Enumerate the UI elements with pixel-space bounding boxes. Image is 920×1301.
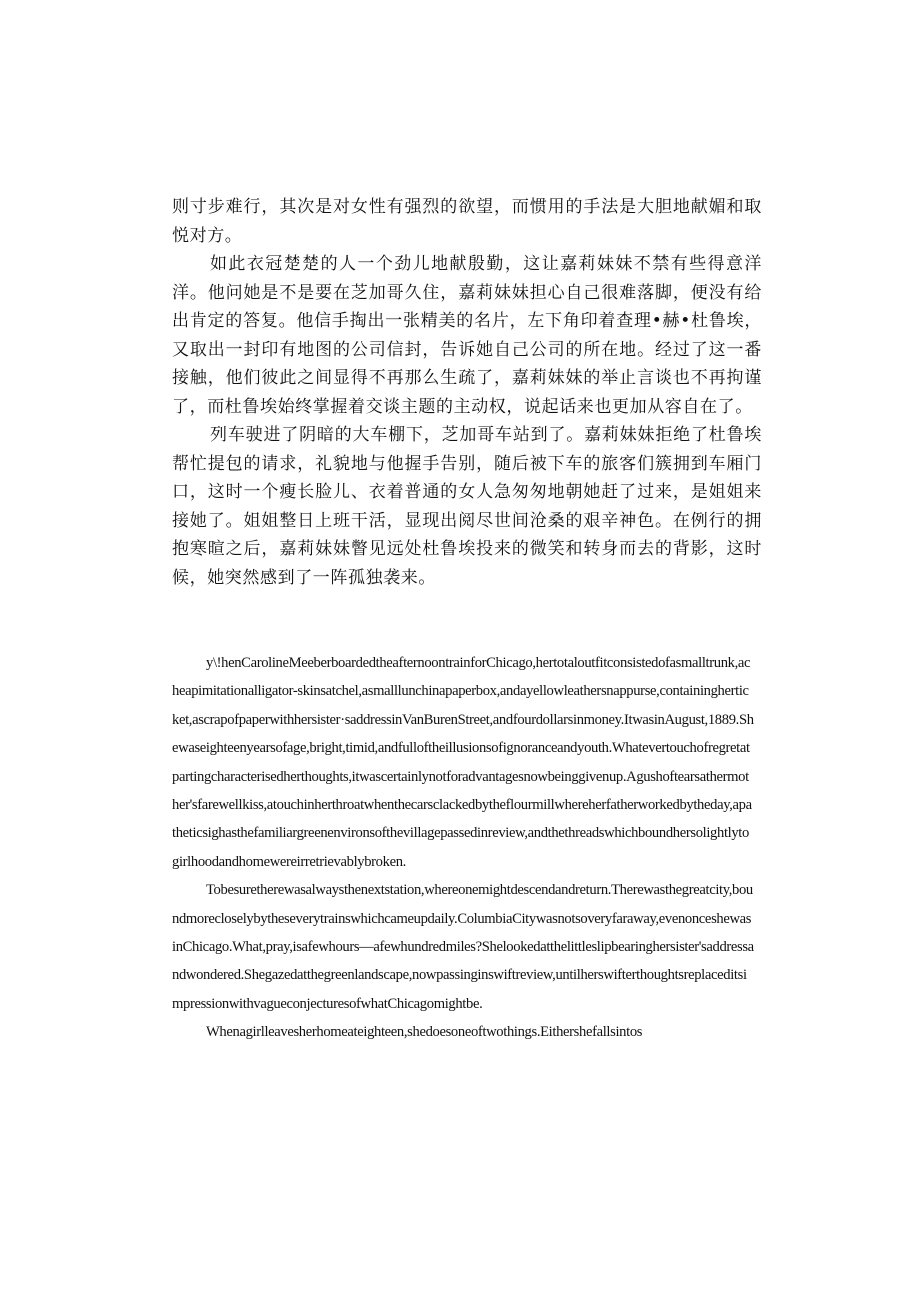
english-text-block — [172, 649, 754, 1047]
chinese-paragraph-1: 则寸步难行，其次是对女性有强烈的欲望，而惯用的手法是大胆地献媚和取悦对方。 — [172, 197, 762, 246]
english-paragraph-3: Whenagirlleavesherhomeateighteen,shedoesoneoftwothings.Eithershefallsintos — [206, 1024, 643, 1041]
english-paragraph-1: y\!henCarolineMeeberboardedtheafternoontrainforChicago,hertotaloutfitconsistedofasmalltrunk,acheapimitationalligator-skinsatchel,asmalllunchinapaperbox,andayellowleathersnappurse,containingherticket,ascrapofpaperwithhersister·saddressinVanBurenStreet,andfourdollarsinmoney.ItwasinAugust,1889.Shewaseighteenyearsofage,bright,timid,andfulloftheillusionsofignoranceandyouth.Whatevertouchofregretatpartingcharacterisedherthoughts,itwascertainlynotforadvantagesnowbeinggivenup.Agushoftearsathermother'sfarewellkiss,atouchinherthroatwhenthecarsclackedbytheflourmillwhereherfatherworkedbytheday,apatheticsighasthefamiliargreenenvironsofthevillagepassedinreview,andthethreadswhichboundhersolightlytogirlhoodandhomewereirretrievablybroken. — [172, 655, 754, 870]
english-paragraph-2: Tobesuretherewasalwaysthenextstation,whereonemightdescendandreturn.Therewasthegreatcity,boundmorecloselybytheseverytrainswhichcameupdaily.ColumbiaCitywasnotsoveryfaraway,evenonceshewasinChicago.What,pray,isafewhours—afewhundredmiles?Shelookedatthelittleslipbearinghersister'saddressandwondered.Shegazedatthegreenlandscape,nowpassinginswiftreview,untilherswifterthoughtsreplaceditsimpressionwithvagueconjecturesofwhatChicagomightbe. — [172, 882, 754, 1012]
chinese-paragraph-3: 列车驶进了阴暗的大车棚下，芝加哥车站到了。嘉莉妹妹拒绝了杜鲁埃帮忙提包的请求，礼貌地与他握手告别，随后被下车的旅客们簇拥到车厢门口，这时一个瘦长脸儿、衣着普通的女人急匆匆地朝她赶了过来，是姐姐来接她了。姐姐整日上班干活，显现出阅尽世间沧桑的艰辛神色。在例行的拥抱寒暄之后，嘉莉妹妹瞥见远处杜鲁埃投来的微笑和转身而去的背影，这时候，她突然感到了一阵孤独袭来。 — [172, 425, 762, 588]
chinese-paragraph-2: 如此衣冠楚楚的人一个劲儿地献殷勤，这让嘉莉妹妹不禁有些得意洋洋。他问她是不是要在芝加哥久住，嘉莉妹妹担心自己很难落脚，便没有给出肯定的答复。他信手掏出一张精美的名片，左下角印着查理•赫•杜鲁埃，又取出一封印有地图的公司信封，告诉她自己公司的所在地。经过了这一番接触，他们彼此之间显得不再那么生疏了，嘉莉妹妹的举止言谈也不再拘谨了，而杜鲁埃始终掌握着交谈主题的主动权，说起话来也更加从容自在了。 — [172, 254, 762, 417]
chinese-text-block — [172, 193, 762, 592]
